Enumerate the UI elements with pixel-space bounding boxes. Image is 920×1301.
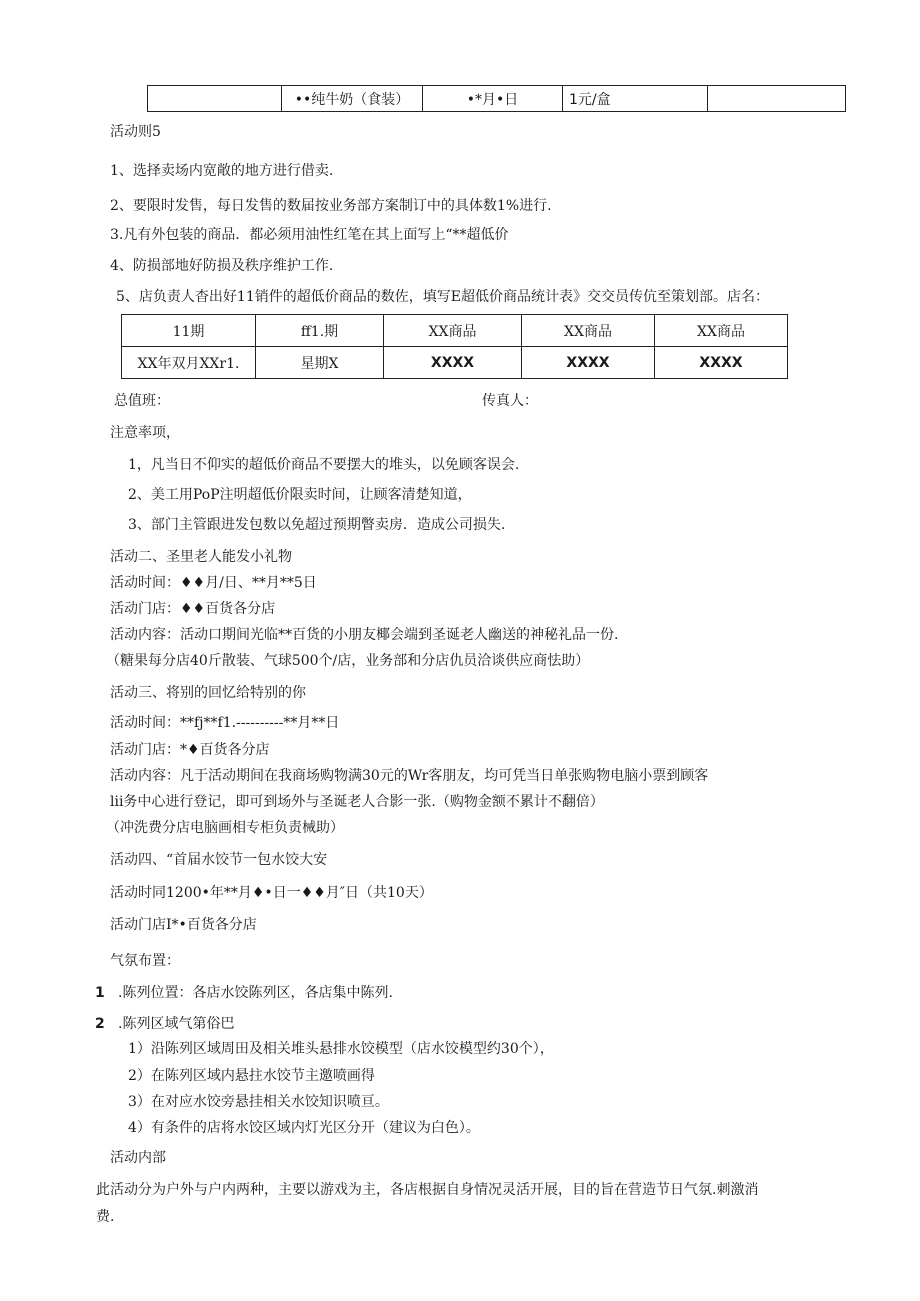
decor-sub-item: 4）有条件的店将水饺区域内灯光区分开（建议为白色）。 bbox=[128, 1120, 480, 1136]
activity3-title: 活动三、将别的回忆给特别的你 bbox=[110, 685, 306, 701]
table-header-cell: XX商品 bbox=[522, 315, 655, 347]
table-row bbox=[148, 86, 846, 112]
table-cell: •*月•日 bbox=[423, 86, 563, 112]
table-cell: XXXX bbox=[384, 347, 522, 379]
rule-item: 3.凡有外包装的商品．都必须用油性红笔在其上面写上“**超低价 bbox=[110, 227, 509, 243]
activity3-note: （冲洗费分店电脑画相专柜负责械助） bbox=[106, 820, 344, 836]
decor-item-number: 1 bbox=[95, 985, 105, 1001]
inner-text: 此活动分为户外与户内两种，主要以游戏为主，各店根据自身情况灵活开展，目的旨在营造节日气氛.刺激消 bbox=[96, 1182, 759, 1198]
activity4-time: 活动时同1200•年**月♦•日一♦♦月″日（共10天） bbox=[110, 885, 433, 901]
table-cell: XXXX bbox=[655, 347, 788, 379]
activity2-note: （糖果每分店40斤散装、气球500个/店，业务部和分店仇员洽谈供应商怯助） bbox=[106, 653, 590, 669]
activity2-time: 活动时间：♦♦月/日、**月**5日 bbox=[110, 575, 317, 591]
activity3-content: 活动内容：凡于活动期间在我商场购物满30元的Wr客朋友，均可凭当日单张购物电脑小票到顾客 bbox=[110, 768, 709, 784]
table-cell bbox=[708, 86, 846, 112]
table-cell: XXXX bbox=[522, 347, 655, 379]
table-header-cell: XX商品 bbox=[384, 315, 522, 347]
sign-right: 传真人： bbox=[482, 393, 538, 409]
inner-text: 费. bbox=[96, 1209, 115, 1225]
decor-sub-item: 3）在对应水饺旁悬挂相关水饺知识喷亘。 bbox=[128, 1094, 389, 1110]
note-item: 3、部门主管跟进发包数以免超过预期瞥卖房．造成公司损失. bbox=[128, 517, 506, 533]
rule-item: 2、要限时发售，每日发售的数届按业务部方案制订中的具体数1%进行. bbox=[110, 198, 552, 214]
activity3-content: lii务中心进行登记，即可到场外与圣诞老人合影一张.（购物金额不累计不翻倍） bbox=[110, 794, 604, 810]
table-header-cell: XX商品 bbox=[655, 315, 788, 347]
activity3-time: 活动时间：**fj**f1.----------**月**日 bbox=[110, 715, 340, 731]
table-header-cell: 11期 bbox=[122, 315, 256, 347]
decor-item-number: 2 bbox=[95, 1016, 105, 1032]
rules-heading: 活动则5 bbox=[110, 124, 161, 140]
product-table bbox=[147, 85, 846, 112]
activity4-title: 活动四、“首届水饺节一包水饺大安 bbox=[110, 852, 328, 868]
table-cell: XX年双月XXr1. bbox=[122, 347, 256, 379]
decor-sub-item: 2）在陈列区域内悬拄水饺节主邀喷画得 bbox=[128, 1068, 375, 1084]
table-header-row bbox=[122, 315, 788, 347]
decor-item: .陈列位置：各店水饺陈列区，各店集中陈列. bbox=[118, 985, 393, 1001]
inner-heading: 活动内部 bbox=[110, 1150, 166, 1166]
activity2-title: 活动二、圣里老人能发小礼物 bbox=[110, 549, 292, 565]
rule-item: 4、防损部地好防损及秩序维护工作. bbox=[110, 258, 334, 274]
table-cell: 星期X bbox=[256, 347, 384, 379]
table-cell: ••纯牛奶（食装） bbox=[282, 86, 423, 112]
table-cell: 1元/盒 bbox=[563, 86, 708, 112]
table-cell bbox=[148, 86, 282, 112]
decor-item: .陈列区域气第俗巴 bbox=[118, 1016, 235, 1032]
note-item: 1，凡当日不仰实的超低价商品不要摆大的堆头，以免顾客误会. bbox=[128, 457, 520, 473]
rule-item: 5、店负责人杳出好11销件的超低价商品的数佐，填写E超低价商品统计表》交交员传伉至策划部。店名： bbox=[116, 289, 769, 305]
activity2-store: 活动门店：♦♦百货各分店 bbox=[110, 601, 276, 617]
activity4-store: 活动门店I*•百货各分店 bbox=[110, 917, 257, 933]
table-header-cell: ff1.期 bbox=[256, 315, 384, 347]
activity2-content: 活动内容：活动口期间光临**百货的小朋友椰会端到圣诞老人幽送的神秘礼品一份. bbox=[110, 627, 619, 643]
rule-item: 1、选择卖场内宽敞的地方进行借卖. bbox=[110, 163, 334, 179]
sign-left: 总值班： bbox=[114, 393, 170, 409]
stats-table bbox=[121, 314, 788, 379]
activity3-store: 活动门店：*♦百货各分店 bbox=[110, 742, 270, 758]
decor-sub-item: 1）沿陈列区域周田及相关堆头悬排水饺模型（店水饺模型约30个）， bbox=[128, 1041, 554, 1057]
table-row bbox=[122, 347, 788, 379]
decor-heading: 气氛布置： bbox=[110, 953, 180, 969]
note-item: 2、美工用PoP注明超低价限卖时间，让顾客清楚知道， bbox=[128, 487, 472, 503]
notes-heading: 注意率项， bbox=[110, 425, 180, 441]
